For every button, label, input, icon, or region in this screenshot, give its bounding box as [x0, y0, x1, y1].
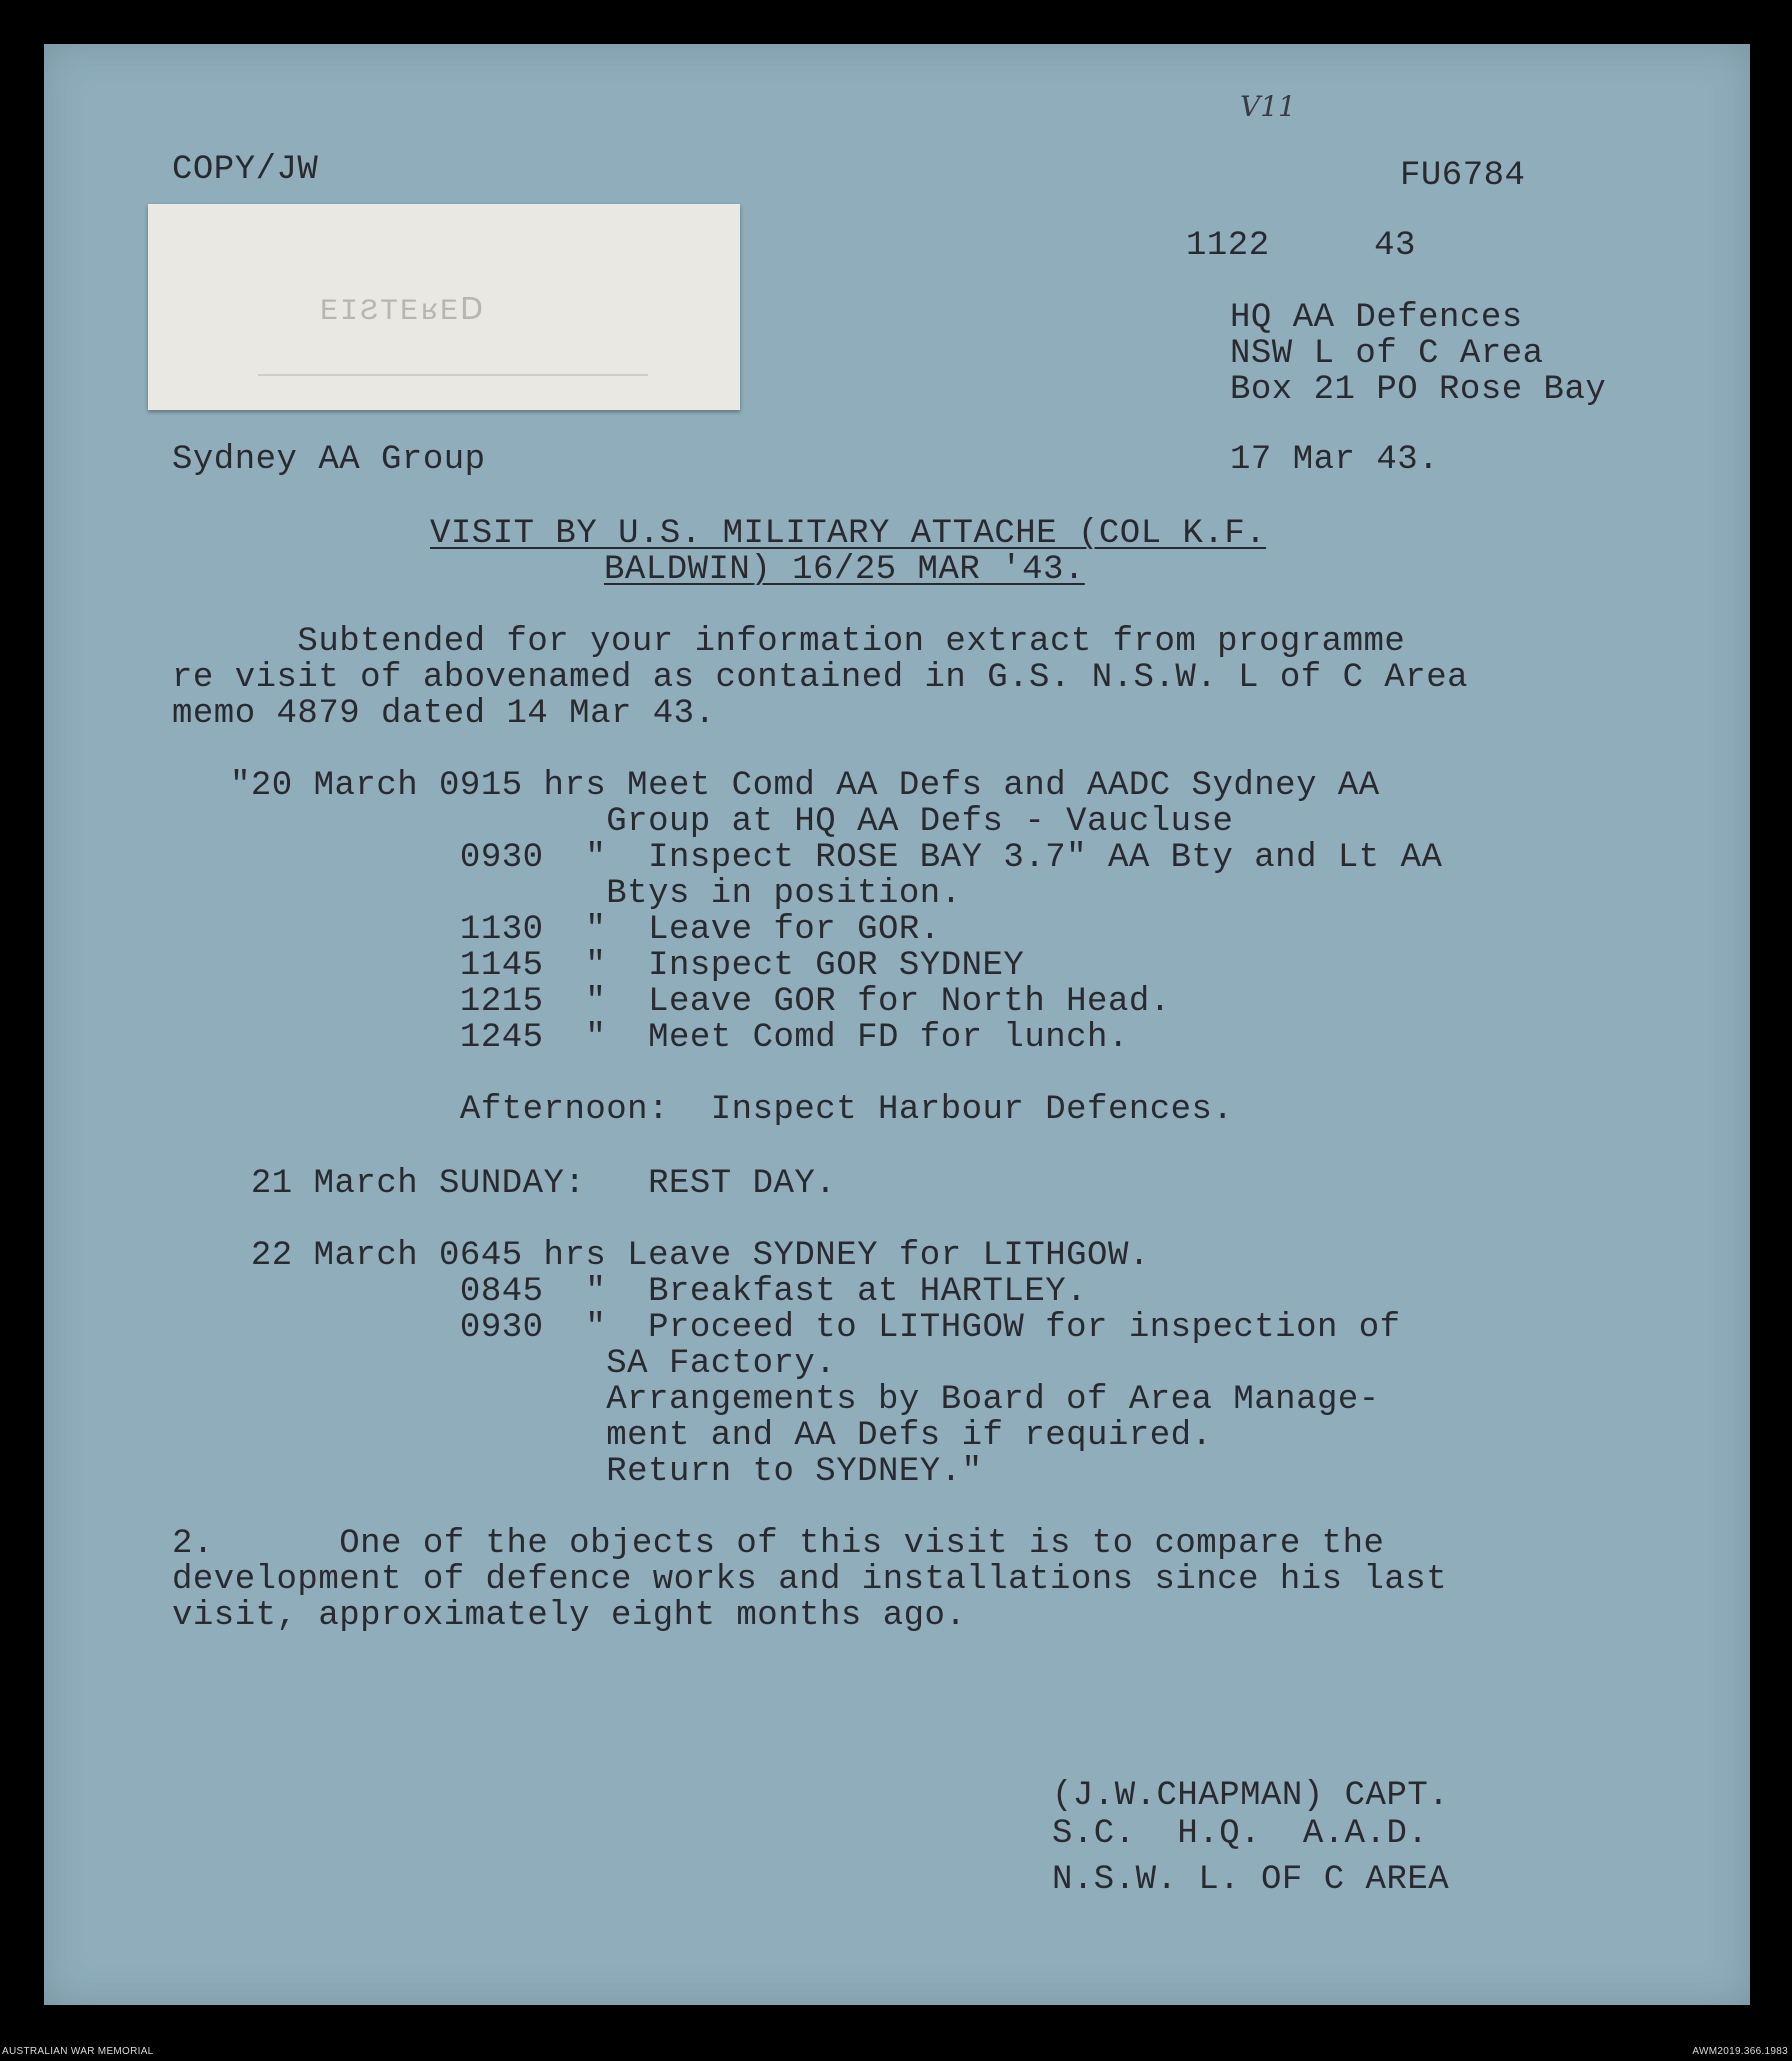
file-reference: FU6784: [1400, 157, 1526, 195]
bleed-through-rule: [258, 374, 648, 376]
programme-line: SA Factory.: [230, 1345, 837, 1383]
reference-number: 1122 43: [1186, 227, 1416, 265]
letter-date: 17 Mar 43.: [1230, 441, 1440, 479]
intro-line-2: re visit of abovenamed as contained in G.S. N.S.W. L of C Area: [172, 659, 1469, 697]
programme-line: 0845 " Breakfast at HARTLEY.: [230, 1273, 1088, 1311]
sender-address-line-2: NSW L of C Area: [1230, 335, 1544, 373]
programme-line: 1130 " Leave for GOR.: [230, 911, 941, 949]
programme-line: Group at HQ AA Defs - Vaucluse: [230, 803, 1234, 841]
programme-line: Return to SYDNEY.": [230, 1453, 983, 1491]
programme-line: Btys in position.: [230, 875, 962, 913]
sender-address-line-3: Box 21 PO Rose Bay: [1230, 371, 1607, 409]
paragraph-2-line-2: development of defence works and installations since his last: [172, 1561, 1448, 1599]
programme-line: ment and AA Defs if required.: [230, 1417, 1213, 1455]
signature-title: S.C. H.Q. A.A.D.: [1052, 1815, 1429, 1853]
programme-line: 22 March 0645 hrs Leave SYDNEY for LITHGOW.: [230, 1237, 1150, 1275]
bleed-through-text: ᗡƎᴚƎTSIƎ: [318, 295, 484, 329]
programme-line: 0930 " Inspect ROSE BAY 3.7" AA Bty and Lt AA: [230, 839, 1443, 877]
intro-line-1: Subtended for your information extract from programme: [172, 623, 1406, 661]
programme-line: 21 March SUNDAY: REST DAY.: [230, 1165, 837, 1203]
handwritten-mark: V11: [1240, 90, 1296, 123]
paragraph-2-line-3: visit, approximately eight months ago.: [172, 1597, 967, 1635]
programme-line: Arrangements by Board of Area Manage-: [230, 1381, 1380, 1419]
programme-line: 0930 " Proceed to LITHGOW for inspection of: [230, 1309, 1401, 1347]
archive-credit: AUSTRALIAN WAR MEMORIAL: [2, 2046, 154, 2057]
paragraph-2-line-1: 2. One of the objects of this visit is to compare the: [172, 1525, 1385, 1563]
programme-line: 1215 " Leave GOR for North Head.: [230, 983, 1171, 1021]
subject-line-1: VISIT BY U.S. MILITARY ATTACHE (COL K.F.: [430, 515, 1267, 553]
programme-line: Afternoon: Inspect Harbour Defences.: [230, 1091, 1234, 1129]
programme-line: 1145 " Inspect GOR SYDNEY: [230, 947, 1025, 985]
programme-line: "20 March 0915 hrs Meet Comd AA Defs and AADC Sydney AA: [230, 767, 1380, 805]
subject-line-2: BALDWIN) 16/25 MAR '43.: [604, 551, 1085, 589]
sender-address-line-1: HQ AA Defences: [1230, 299, 1523, 337]
signature-name: (J.W.CHAPMAN) CAPT.: [1052, 1777, 1450, 1815]
programme-line: 1245 " Meet Comd FD for lunch.: [230, 1019, 1129, 1057]
copy-reference: COPY/JW: [172, 151, 319, 189]
redaction-slip: [148, 204, 740, 410]
signature-unit: N.S.W. L. OF C AREA: [1052, 1861, 1450, 1899]
archive-accession-number: AWM2019.366.1983: [1692, 2046, 1788, 2057]
intro-line-3: memo 4879 dated 14 Mar 43.: [172, 695, 716, 733]
addressee: Sydney AA Group: [172, 441, 486, 479]
